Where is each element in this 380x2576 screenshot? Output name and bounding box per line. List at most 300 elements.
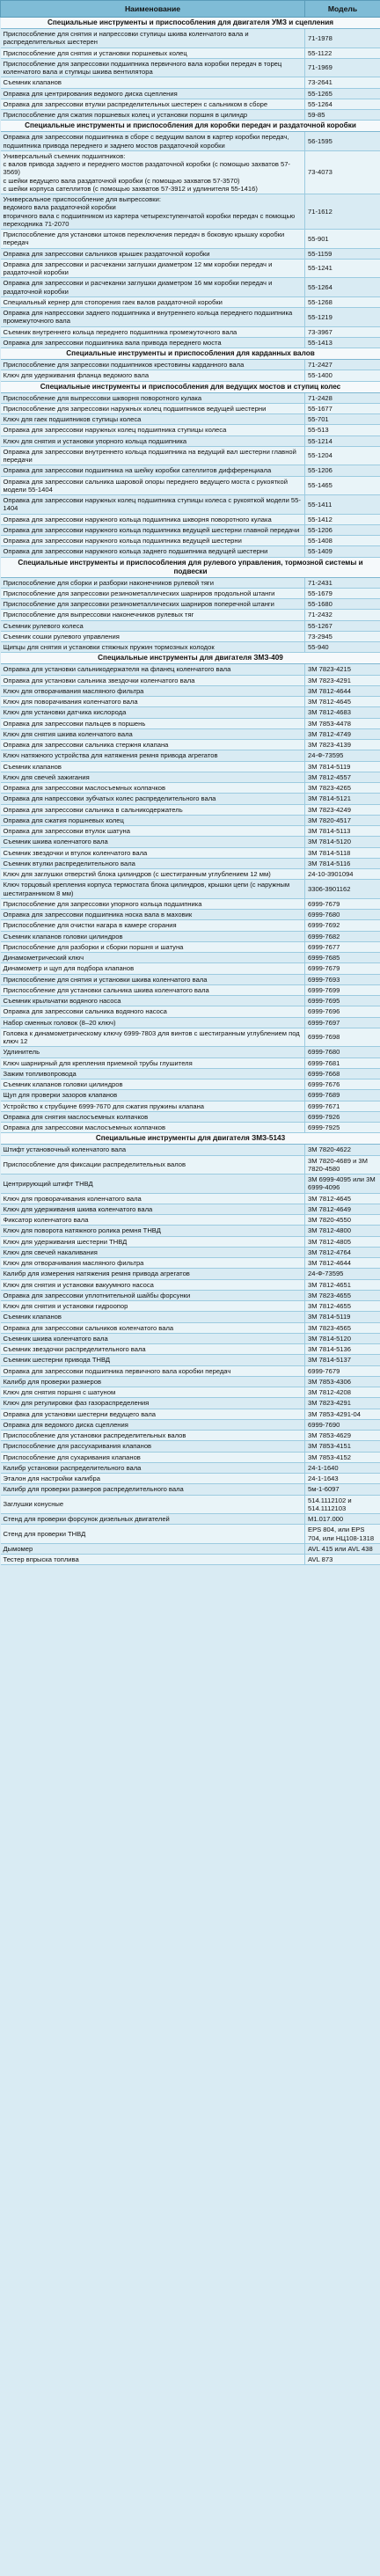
tool-model-cell: 3М 7823-4291	[305, 675, 380, 685]
table-row	[1, 465, 380, 476]
tool-name-cell: Приспособление для фиксации распределительных валов	[1, 1155, 305, 1175]
tool-name-cell: Оправка для запрессовки подшипника на шейку коробки сателлитов дифференциала	[1, 465, 305, 476]
table-row	[1, 524, 380, 535]
table-row	[1, 1017, 380, 1028]
table-row	[1, 1398, 380, 1409]
table-row	[1, 48, 380, 58]
table-row	[1, 296, 380, 307]
tool-name-cell: Приспособление для сборки и разборки наконечников рулевой тяги	[1, 577, 305, 588]
tool-name-cell: Специальный кернер для стопорения гаек валов раздаточной коробки	[1, 296, 305, 307]
tool-name-cell: Оправка для напрессовки зубчатых колес распределительного вала	[1, 794, 305, 804]
tool-model-cell: 73-3967	[305, 326, 380, 337]
tool-model-cell: 71-1612	[305, 194, 380, 230]
section-title: Специальные инструменты и приспособления для карданных валов	[1, 348, 380, 360]
tool-name-cell: Приспособление для запрессовки упорного кольца подшипника	[1, 898, 305, 909]
tool-name-cell: Съемник сошки рулевого управления	[1, 631, 305, 641]
tool-name-cell: Оправка для установки сальникодержателя на фланец коленчатого вала	[1, 664, 305, 675]
table-row	[1, 414, 380, 425]
tool-name-cell: Щипцы для снятия и установки стяжных пружин тормозных колодок	[1, 642, 305, 653]
tool-name-cell: Ключ для свечей зажигания	[1, 772, 305, 782]
table-row	[1, 1047, 380, 1057]
tool-name-cell: Оправка для снятия маслосъемных колпачков	[1, 1111, 305, 1122]
tool-model-cell: 3М 7814-5120	[305, 837, 380, 847]
table-row	[1, 435, 380, 446]
table-row	[1, 1543, 380, 1554]
tool-name-cell: Съемник шкива коленчатого вала	[1, 837, 305, 847]
table-row	[1, 1111, 380, 1122]
table-row	[1, 1279, 380, 1290]
tool-model-cell: 24-Ф-73595	[305, 750, 380, 761]
table-row	[1, 675, 380, 685]
table-row	[1, 514, 380, 524]
tool-name-cell: Приспособление для установки сальника шкива коленчатого вала	[1, 984, 305, 995]
table-row	[1, 1258, 380, 1269]
section-title: Специальные инструменты и приспособления для двигателя УМЗ и сцепления	[1, 18, 380, 29]
tool-model-cell: 3М 7812-4649	[305, 1204, 380, 1214]
table-row	[1, 1247, 380, 1257]
tool-name-cell: Оправка для запрессовки подшипника в сборе с ведущим валом в картер коробки передач, подшипника привода переднего и заднего мостов раздаточной коробки	[1, 132, 305, 151]
tool-model-cell: 55-1409	[305, 546, 380, 557]
tool-model-cell: 55-1677	[305, 403, 380, 413]
table-row	[1, 1365, 380, 1376]
table-row	[1, 495, 380, 515]
tool-name-cell: Съемник клапанов	[1, 77, 305, 88]
tool-name-cell: Оправка для запрессовки сальника в сальникодержатель	[1, 804, 305, 815]
tool-name-cell: Ключ для снятия и установки вакуумного насоса	[1, 1279, 305, 1290]
table-row	[1, 984, 380, 995]
tool-name-cell: Ключ для удерживания фланца ведомого вала	[1, 370, 305, 381]
tool-model-cell: 6999-7679	[305, 1365, 380, 1376]
tool-model-cell: 3М 7812-4645	[305, 1193, 380, 1204]
tool-name-cell: Оправка для запрессовки сальника водяного насоса	[1, 1006, 305, 1017]
tool-model-cell: 3М 7820-4689 и 3М 7820-4580	[305, 1155, 380, 1175]
table-row	[1, 1514, 380, 1525]
table-row	[1, 685, 380, 696]
tool-name-cell: Ключ шарнирный для крепления приемной трубы глушителя	[1, 1057, 305, 1068]
tool-model-cell: 3М 7823-4139	[305, 740, 380, 750]
tool-name-cell: Оправка для запрессовки наружного кольца заднего подшипника ведущей шестерни	[1, 546, 305, 557]
tool-name-cell: Оправка для запрессовки наружного кольца подшипника ведущей шестерни главной передачи	[1, 524, 305, 535]
table-row	[1, 1495, 380, 1514]
tool-model-cell: 55-1267	[305, 620, 380, 631]
tool-name-cell: Ключ для проворачивания коленчатого вала	[1, 1193, 305, 1204]
table-row	[1, 588, 380, 598]
tool-model-cell: 6999-7681	[305, 1057, 380, 1068]
tool-model-cell: 55-513	[305, 425, 380, 435]
tool-model-cell: 3М 7853-4291-04	[305, 1409, 380, 1419]
table-row	[1, 1419, 380, 1430]
tool-model-cell: 55-1412	[305, 514, 380, 524]
tool-model-cell: 6999-7680	[305, 1047, 380, 1057]
table-row	[1, 1006, 380, 1017]
tool-model-cell: 3М 7814-5119	[305, 761, 380, 772]
section-title: Специальные инструменты для двигателя ЗМЗ-409	[1, 653, 380, 664]
tool-model-cell: 3М 7812-4749	[305, 728, 380, 739]
table-row	[1, 1376, 380, 1387]
tool-model-cell: 3М 7820-4622	[305, 1145, 380, 1155]
tool-model-cell: AVL 415 или AVL 438	[305, 1543, 380, 1554]
tool-name-cell: Съемник клапанов головки цилиндров	[1, 931, 305, 941]
tool-model-cell: 3М 7814-5137	[305, 1355, 380, 1365]
tool-model-cell: 3М 7853-4629	[305, 1431, 380, 1441]
table-row	[1, 996, 380, 1006]
section-header-row	[1, 557, 380, 577]
tool-name-cell: Съемник крыльчатки водяного насоса	[1, 996, 305, 1006]
tool-model-cell: 3М 7823-4291	[305, 1398, 380, 1409]
table-row	[1, 599, 380, 610]
table-row	[1, 740, 380, 750]
table-row	[1, 610, 380, 620]
tool-model-cell: 71-2432	[305, 610, 380, 620]
tool-name-cell: Приспособление для очистки нагара в камере сгорания	[1, 920, 305, 931]
tool-model-cell: 71-1978	[305, 29, 380, 48]
tool-model-cell: 6999-7676	[305, 1079, 380, 1090]
tool-model-cell: 73-2945	[305, 631, 380, 641]
tool-name-cell: Ключ для снятия поршня с шатуном	[1, 1387, 305, 1398]
tool-name-cell: Оправка для запрессовки маслосъемных колпачков	[1, 783, 305, 794]
tool-model-cell: 3М 6999-4095 или 3М 6999-4096	[305, 1175, 380, 1194]
table-row	[1, 1462, 380, 1473]
tool-model-cell: 55-1679	[305, 588, 380, 598]
tool-model-cell: 5м-1-6097	[305, 1484, 380, 1495]
tool-model-cell: 3М 7812-4800	[305, 1226, 380, 1236]
tool-name-cell: Приспособление для разборки и сборки поршня и шатуна	[1, 941, 305, 952]
tool-name-cell: Набор сменных головок (8–20 ключ)	[1, 1017, 305, 1028]
table-row	[1, 536, 380, 546]
tool-name-cell: Ключ для отворачивания масляного фильтра	[1, 685, 305, 696]
table-row	[1, 697, 380, 707]
tool-name-cell: Универсальный съемник подшипников: с валов привода заднего и переднего мостов раздаточной коробки (с помощью захватов 57-3569) с шейки ведущего вала раздаточной коробки (с помощью захватов 57-3570) с шейки корпуса сателлитов (с помощью захватов 57-3912 и удлинителя 55-1416)	[1, 150, 305, 194]
table-row	[1, 1333, 380, 1343]
tool-model-cell: 55-1122	[305, 48, 380, 58]
tool-name-cell: Ключ для регулировки фаз газораспределения	[1, 1398, 305, 1409]
tool-model-cell: 55-1413	[305, 337, 380, 348]
tool-name-cell: Оправка для запрессовки подшипника вала привода переднего моста	[1, 337, 305, 348]
tool-model-cell: 55-1241	[305, 259, 380, 278]
tool-name-cell: Съемник звездочки и втулок коленчатого вала	[1, 847, 305, 858]
table-row	[1, 1155, 380, 1175]
tool-model-cell: 3М 7814-5116	[305, 858, 380, 868]
table-row	[1, 707, 380, 718]
table-row	[1, 750, 380, 761]
section-header-row	[1, 18, 380, 29]
table-row	[1, 546, 380, 557]
table-row	[1, 804, 380, 815]
name-column-header: Наименование	[1, 1, 305, 18]
tool-name-cell: Оправка для центрирования ведомого диска сцепления	[1, 88, 305, 99]
tool-model-cell: 3М 7812-4644	[305, 1258, 380, 1269]
table-row	[1, 1431, 380, 1441]
tool-name-cell: Съемник шестерни привода ТНВД	[1, 1355, 305, 1365]
tool-name-cell: Приспособление для снятия и установки шкива коленчатого вала	[1, 974, 305, 984]
table-row	[1, 642, 380, 653]
table-row	[1, 1301, 380, 1312]
tool-name-cell: Оправка для запрессовки маслосъемных колпачков	[1, 1123, 305, 1133]
tool-model-cell: 6999-7679	[305, 963, 380, 974]
tool-name-cell: Центрирующий штифт ТНВД	[1, 1175, 305, 1194]
tool-model-cell: 55-901	[305, 230, 380, 249]
table-row	[1, 1145, 380, 1155]
table-row	[1, 1474, 380, 1484]
table-row	[1, 425, 380, 435]
tool-name-cell: Ключ для снятия и установки упорного кольца подшипника	[1, 435, 305, 446]
tool-model-cell: 3М 7853-4151	[305, 1441, 380, 1452]
table-row	[1, 837, 380, 847]
tool-model-cell: 71-2428	[305, 392, 380, 403]
tool-name-cell: Ключ для заглушки отверстий блока цилиндров (с шестигранным углублением 12 мм)	[1, 869, 305, 880]
tool-name-cell: Оправка для ведомого диска сцепления	[1, 1419, 305, 1430]
tool-name-cell: Оправка для запрессовки втулки распределительных шестерен с сальником в сборе	[1, 99, 305, 109]
tool-model-cell: 6999-7698	[305, 1028, 380, 1047]
table-row	[1, 910, 380, 920]
table-row	[1, 761, 380, 772]
tool-name-cell: Ключ для гаек подшипников ступицы колеса	[1, 414, 305, 425]
tool-model-cell: 55-1264	[305, 99, 380, 109]
tool-model-cell: 6999-7671	[305, 1101, 380, 1111]
tool-model-cell: 3М 7853-4152	[305, 1452, 380, 1462]
tool-name-cell: Оправка для запрессовки сальников крышек раздаточной коробки	[1, 248, 305, 259]
table-row	[1, 77, 380, 88]
tool-name-cell: Съемник звездочки распределительного вала	[1, 1344, 305, 1355]
table-body	[1, 18, 380, 1565]
tool-model-cell: 514.1112102 и 514.1112103	[305, 1495, 380, 1514]
tool-name-cell: Приспособление для сжатия поршневых колец и установки поршня в цилиндр	[1, 110, 305, 121]
table-row	[1, 783, 380, 794]
table-row	[1, 826, 380, 837]
table-row	[1, 1344, 380, 1355]
tool-name-cell: Удлинитель	[1, 1047, 305, 1057]
tool-model-cell: 3М 7812-4208	[305, 1387, 380, 1398]
tool-name-cell: Приспособление для снятия и установки поршневых колец	[1, 48, 305, 58]
tool-name-cell: Приспособление для рассухаривания клапанов	[1, 1441, 305, 1452]
tool-name-cell: Оправка для запрессовки и расчеканки заглушки диаметром 12 мм коробки передач и раздаточной коробки	[1, 259, 305, 278]
tool-model-cell: 3М 7814-5121	[305, 794, 380, 804]
tool-model-cell: 59-85	[305, 110, 380, 121]
tool-model-cell: 55-1264	[305, 278, 380, 297]
tool-model-cell: 73-2641	[305, 77, 380, 88]
tool-model-cell: 55-1408	[305, 536, 380, 546]
table-row	[1, 1525, 380, 1544]
tool-model-cell: EPS 804, или EPS 704, или НЦ108-1318	[305, 1525, 380, 1544]
tool-model-cell: 73-4073	[305, 150, 380, 194]
tool-name-cell: Головка к динамометрическому ключу 6999-7803 для винтов с шестигранным углублением под ключ 12	[1, 1028, 305, 1047]
table-row	[1, 1193, 380, 1204]
tool-model-cell: 56-1595	[305, 132, 380, 151]
tool-name-cell: Оправка для запрессовки внутреннего кольца подшипника на ведущий вал шестерни главной передачи	[1, 446, 305, 465]
tool-name-cell: Съемник клапанов головки цилиндров	[1, 1079, 305, 1090]
section-title: Специальные инструменты и приспособления для ведущих мостов и ступиц колес	[1, 381, 380, 392]
tool-model-cell: 3М 7812-4645	[305, 697, 380, 707]
tool-model-cell: 6999-7696	[305, 1006, 380, 1017]
tool-model-cell: 6999-7682	[305, 931, 380, 941]
table-row	[1, 248, 380, 259]
table-row	[1, 620, 380, 631]
tool-model-cell: 6999-7685	[305, 953, 380, 963]
table-row	[1, 898, 380, 909]
tool-model-cell: 55-1214	[305, 435, 380, 446]
tool-name-cell: Съемник втулки распределительного вала	[1, 858, 305, 868]
tool-model-cell: 55-1400	[305, 370, 380, 381]
tool-name-cell: Ключ для отворачивания масляного фильтра	[1, 1258, 305, 1269]
tool-model-cell: 3М 7812-4557	[305, 772, 380, 782]
table-row	[1, 360, 380, 370]
tool-model-cell: 3М 7823-4249	[305, 804, 380, 815]
tool-name-cell: Приспособление для снятия и напрессовки ступицы шкива коленчатого вала и распределительных шестерен	[1, 29, 305, 48]
tool-model-cell: 3М 7823-4565	[305, 1322, 380, 1333]
table-row	[1, 370, 380, 381]
table-row	[1, 1204, 380, 1214]
table-row	[1, 1079, 380, 1090]
tool-model-cell: 24-1-1640	[305, 1462, 380, 1473]
table-row	[1, 869, 380, 880]
tool-name-cell: Оправка для установки сальника звездочки коленчатого вала	[1, 675, 305, 685]
tool-name-cell: Калибр для измерения натяжения ремня привода агрегатов	[1, 1269, 305, 1279]
tool-model-cell: 55-701	[305, 414, 380, 425]
table-row	[1, 308, 380, 327]
tool-model-cell: 3М 7820-4517	[305, 815, 380, 825]
tool-name-cell: Съемник клапанов	[1, 1312, 305, 1322]
tool-model-cell: 6999-7689	[305, 1090, 380, 1101]
table-row	[1, 931, 380, 941]
table-row	[1, 794, 380, 804]
table-row	[1, 132, 380, 151]
tool-name-cell: Съемник рулевого колеса	[1, 620, 305, 631]
model-column-header: Модель	[305, 1, 380, 18]
table-row	[1, 664, 380, 675]
table-row	[1, 728, 380, 739]
table-row	[1, 58, 380, 77]
tool-model-cell: 3М 7812-4764	[305, 1247, 380, 1257]
table-row	[1, 1269, 380, 1279]
table-row	[1, 1236, 380, 1247]
tool-model-cell: 3М 7814-5136	[305, 1344, 380, 1355]
table-row	[1, 446, 380, 465]
tool-name-cell: Оправка для запрессовки втулок шатуна	[1, 826, 305, 837]
table-row	[1, 847, 380, 858]
tool-model-cell: М1.017.000	[305, 1514, 380, 1525]
tool-name-cell: Приспособление для установки штоков переключения передач в боковую крышку коробки передач	[1, 230, 305, 249]
table-row	[1, 880, 380, 899]
table-row	[1, 1290, 380, 1300]
tool-model-cell: 55-1159	[305, 248, 380, 259]
tool-name-cell: Съемник шкива коленчатого вала	[1, 1333, 305, 1343]
tool-name-cell: Оправка для запрессовки сальника стержня клапана	[1, 740, 305, 750]
tool-model-cell: 3М 7812-4805	[305, 1236, 380, 1247]
table-row	[1, 403, 380, 413]
tool-model-cell: 6999-7690	[305, 1419, 380, 1430]
table-row	[1, 941, 380, 952]
tool-name-cell: Приспособление для установки распределительных валов	[1, 1431, 305, 1441]
tool-name-cell: Приспособление для запрессовки подшипника первичного вала коробки передач в торец коленчатого вала и ступицы шкива вентилятора	[1, 58, 305, 77]
section-header-row	[1, 121, 380, 132]
tool-name-cell: Ключ натяжного устройства для натяжения ремня привода агрегатов	[1, 750, 305, 761]
table-row	[1, 920, 380, 931]
tool-model-cell: AVL 873	[305, 1555, 380, 1565]
tool-name-cell: Ключ для свечей накаливания	[1, 1247, 305, 1257]
tool-name-cell: Калибр для проверки размеров распределительного вала	[1, 1484, 305, 1495]
tool-name-cell: Универсальное приспособление для выпрессовки: ведомого вала раздаточной коробки вторичного вала с подшипником из картера четырехступенчатой коробки передач с помощью переходника 71-2070	[1, 194, 305, 230]
table-row	[1, 99, 380, 109]
tool-model-cell: 6999-7692	[305, 920, 380, 931]
tool-model-cell: 3М 7823-4265	[305, 783, 380, 794]
table-row	[1, 1101, 380, 1111]
table-row	[1, 1441, 380, 1452]
tool-name-cell: Приспособление для запрессовки резинометаллических шарниров поперечной штанги	[1, 599, 305, 610]
tool-name-cell: Оправка для запрессовки наружных колец подшипника ступицы колеса	[1, 425, 305, 435]
tool-name-cell: Съемник клапанов	[1, 761, 305, 772]
tool-model-cell: 55-1680	[305, 599, 380, 610]
tool-model-cell: 3М 7853-4478	[305, 718, 380, 728]
tool-name-cell: Ключ для снятия и установки гидроопор	[1, 1301, 305, 1312]
tool-model-cell: 3М 7812-4683	[305, 707, 380, 718]
tool-model-cell: 3М 7853-4306	[305, 1376, 380, 1387]
table-row	[1, 110, 380, 121]
tool-model-cell: 24-Ф-73595	[305, 1269, 380, 1279]
table-row	[1, 974, 380, 984]
table-row	[1, 326, 380, 337]
tool-model-cell: 24-10-3901094	[305, 869, 380, 880]
tool-model-cell: 3М 7814-5120	[305, 1333, 380, 1343]
tool-model-cell: 55-1206	[305, 465, 380, 476]
tool-name-cell: Динамометрический ключ	[1, 953, 305, 963]
tool-model-cell: 3М 7814-5119	[305, 1312, 380, 1322]
tool-model-cell: 3М 7812-4644	[305, 685, 380, 696]
tool-name-cell: Приспособление для выпрессовки наконечников рулевых тяг	[1, 610, 305, 620]
tool-model-cell: 6999-7693	[305, 974, 380, 984]
tool-name-cell: Ключ для снятия шкива коленчатого вала	[1, 728, 305, 739]
tool-name-cell: Оправка для установки шестерни ведущего вала	[1, 1409, 305, 1419]
table-row	[1, 815, 380, 825]
tool-name-cell: Ключ для поворота натяжного ролика ремня ТНВД	[1, 1226, 305, 1236]
table-row	[1, 337, 380, 348]
tool-name-cell: Оправка для запрессовки наружного кольца подшипника шкворня поворотного кулака	[1, 514, 305, 524]
tool-name-cell: Ключ для удерживания шкива коленчатого вала	[1, 1204, 305, 1214]
tool-model-cell: 24-1-1643	[305, 1474, 380, 1484]
table-row	[1, 230, 380, 249]
tool-model-cell: 6999-7926	[305, 1111, 380, 1122]
tool-model-cell: 55-1219	[305, 308, 380, 327]
tool-name-cell: Зажим топливопровода	[1, 1068, 305, 1079]
table-row	[1, 392, 380, 403]
section-title: Специальные инструменты и приспособления для рулевого управления, тормозной системы и подвески	[1, 557, 380, 577]
table-row	[1, 1355, 380, 1365]
table-row	[1, 1090, 380, 1101]
tool-name-cell: Щуп для проверки зазоров клапанов	[1, 1090, 305, 1101]
tool-model-cell: 6999-7677	[305, 941, 380, 952]
tool-name-cell: Приспособление для выпрессовки шкворня поворотного кулака	[1, 392, 305, 403]
tool-name-cell: Дымомер	[1, 1543, 305, 1554]
table-row	[1, 1175, 380, 1194]
tool-name-cell: Фиксатор коленчатого вала	[1, 1215, 305, 1226]
tool-model-cell: 3М 7812-4651	[305, 1279, 380, 1290]
tool-name-cell: Приспособление для запрессовки резинометаллических шарниров продольной штанги	[1, 588, 305, 598]
table-row	[1, 1452, 380, 1462]
tool-model-cell: 6999-7679	[305, 898, 380, 909]
table-row	[1, 1057, 380, 1068]
tool-model-cell: 71-2427	[305, 360, 380, 370]
table-row	[1, 1068, 380, 1079]
tool-model-cell: 55-1265	[305, 88, 380, 99]
table-row	[1, 1409, 380, 1419]
tool-model-cell: 3М 7812-4655	[305, 1301, 380, 1312]
section-header-row	[1, 381, 380, 392]
tool-name-cell: Оправка для запрессовки пальцев в поршень	[1, 718, 305, 728]
tool-name-cell: Оправка для напрессовки заднего подшипника и внутреннего кольца переднего подшипника промежуточного вала	[1, 308, 305, 327]
tool-name-cell: Оправка для запрессовки и расчеканки заглушки диаметром 16 мм коробки передач и раздаточной коробки	[1, 278, 305, 297]
tool-name-cell: Калибр установки распределительного вала	[1, 1462, 305, 1473]
section-header-row	[1, 348, 380, 360]
table-row	[1, 1555, 380, 1565]
